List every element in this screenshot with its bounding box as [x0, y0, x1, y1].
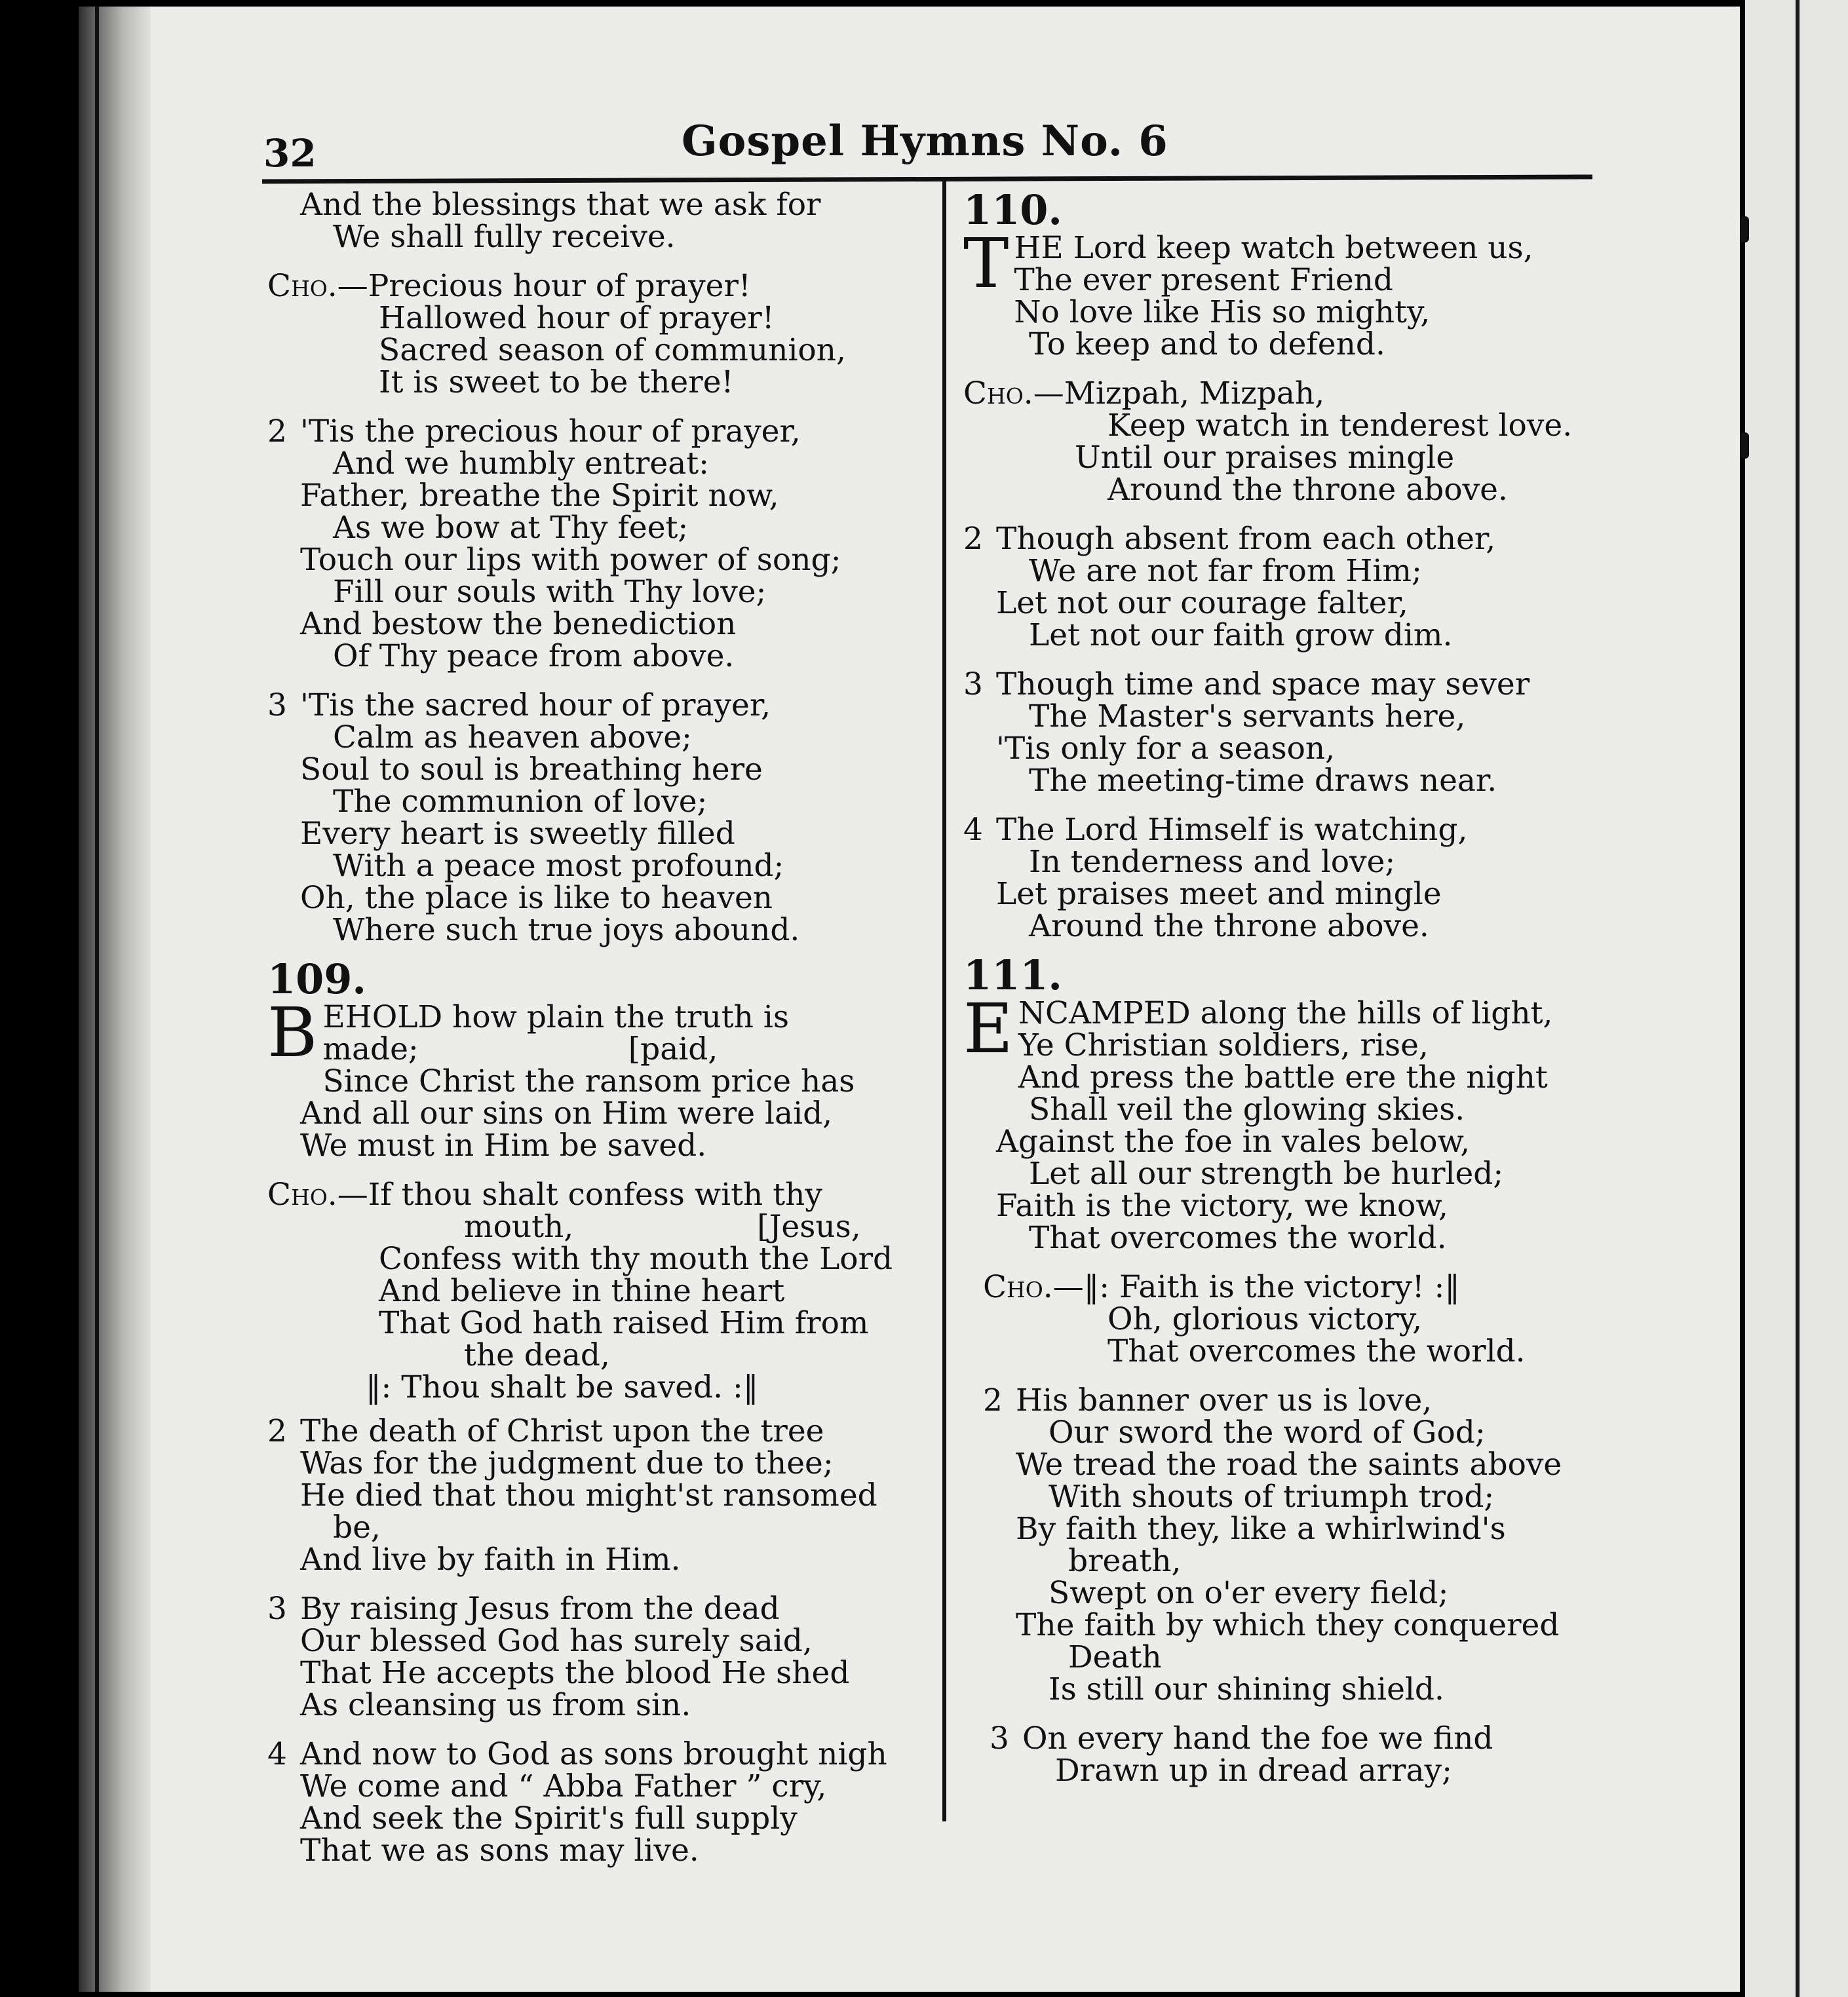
drop-cap: T — [963, 223, 1009, 303]
verse-number: 4 — [267, 1736, 287, 1772]
edge-mark — [1740, 216, 1749, 242]
verse-line: 'Tis the precious hour of prayer, — [300, 413, 801, 449]
verse-number: 2 — [983, 1382, 1003, 1418]
verse-line-part: [paid, — [628, 1031, 718, 1067]
verse-line: Faith is the victory, we know, — [996, 1188, 1448, 1224]
chorus-line: Oh, glorious victory, — [1107, 1301, 1423, 1337]
verse-line: And all our sins on Him were laid, — [300, 1095, 833, 1132]
chorus-label: Cho.— — [267, 268, 368, 304]
hymn-opening — [267, 993, 929, 1073]
verse-number: 2 — [267, 413, 287, 449]
page-edge-line — [1740, 0, 1745, 1997]
verse-line: Is still our shining shield. — [1049, 1671, 1444, 1707]
verse-line: Every heart is sweetly filled — [300, 816, 735, 852]
chorus-line: And believe in thine heart — [379, 1273, 785, 1309]
chorus-line-part: [Jesus, — [757, 1209, 861, 1245]
verse-line: 'Tis only for a season, — [996, 731, 1336, 767]
verse-line: Our sword the word of God; — [1049, 1415, 1486, 1451]
verse-line: Against the foe in vales below, — [996, 1124, 1471, 1160]
verse-line: The death of Christ upon the tree — [300, 1413, 824, 1449]
verse-line: The communion of love; — [333, 784, 708, 820]
verse-line: HE Lord keep watch between us, — [1014, 230, 1533, 266]
hymn-number: 111. — [963, 951, 1063, 999]
verse-number: 3 — [990, 1721, 1009, 1757]
chorus-line: Confess with thy mouth the Lord — [379, 1241, 893, 1277]
hymn-number: 110. — [963, 186, 1063, 234]
hymn-number: 109. — [267, 955, 367, 1003]
verse-line: The Lord Himself is watching, — [996, 812, 1468, 848]
page-number: 32 — [263, 131, 317, 176]
verse-line-part: made; — [322, 1031, 419, 1067]
chorus-line: Hallowed hour of prayer! — [379, 300, 775, 336]
chorus-line: Mizpah, Mizpah, — [1064, 375, 1325, 411]
chorus-line: Keep watch in tenderest love. — [1107, 408, 1573, 444]
verse-line: We come and “ Abba Father ” cry, — [300, 1768, 827, 1804]
verse-line: That He accepts the blood He shed — [300, 1655, 850, 1691]
verse-line: Since Christ the ransom price has — [322, 1063, 855, 1099]
verse-line: We must in Him be saved. — [300, 1128, 707, 1164]
verse-line: Our blessed God has surely said, — [300, 1623, 813, 1659]
verse-line: We shall fully receive. — [333, 219, 676, 255]
verse-line: be, — [333, 1510, 381, 1546]
verse-line: Where such true joys abound. — [333, 912, 800, 948]
chorus-label: Cho.— — [983, 1269, 1084, 1305]
verse-line: breath, — [1068, 1543, 1182, 1579]
spine-edge-line — [95, 7, 99, 1992]
verse-line: We are not far from Him; — [1029, 553, 1422, 589]
verse-number: 3 — [963, 666, 983, 702]
verse-line: The faith by which they conquered — [1016, 1607, 1560, 1643]
verse-line: We tread the road the saints above — [1016, 1447, 1562, 1483]
chorus-line: It is sweet to be there! — [379, 364, 734, 400]
column-divider — [942, 177, 946, 1821]
verse-line: And we humbly entreat: — [333, 446, 709, 482]
verse-line: And bestow the benediction — [300, 606, 737, 642]
verse-number: 2 — [267, 1413, 287, 1449]
verse-line: Swept on o'er every field; — [1049, 1575, 1449, 1611]
chorus-line — [267, 1211, 929, 1243]
verse-line: He died that thou might'st ransomed — [300, 1477, 877, 1513]
verse-line: Around the throne above. — [1029, 908, 1429, 944]
running-title: Gospel Hymns No. 6 — [682, 117, 1168, 166]
left-column — [267, 189, 929, 1867]
edge-mark — [1740, 432, 1749, 459]
verse-line: As we bow at Thy feet; — [333, 510, 689, 546]
chorus-line: ‖: Thou shalt be saved. :‖ — [366, 1369, 759, 1405]
chorus-line: That overcomes the world. — [1107, 1333, 1526, 1369]
verse-line: His banner over us is love, — [1016, 1382, 1433, 1418]
verse-line: And live by faith in Him. — [300, 1542, 681, 1578]
verse-number: 4 — [963, 812, 983, 848]
verse-line: Ye Christian soldiers, rise, — [1018, 1027, 1429, 1063]
next-page-edge-line — [1796, 0, 1800, 1997]
verse-line: 'Tis the sacred hour of prayer, — [300, 687, 771, 723]
hymn-opening — [963, 989, 1651, 1069]
chorus-line: If thou shalt confess with thy — [368, 1177, 822, 1213]
verse-line: And seek the Spirit's full supply — [300, 1800, 798, 1836]
drop-cap: E — [963, 989, 1013, 1069]
verse-line: The meeting-time draws near. — [1029, 763, 1497, 799]
chorus-line: the dead, — [464, 1337, 610, 1373]
verse-line: Let not our courage falter, — [996, 585, 1408, 621]
chorus-line: That God hath raised Him from — [379, 1305, 869, 1341]
verse-line: Drawn up in dread array; — [1055, 1753, 1452, 1789]
chorus-label: Cho.— — [267, 1177, 368, 1213]
verse-line: Though time and space may sever — [996, 666, 1530, 702]
chorus-line: Precious hour of prayer! — [368, 268, 751, 304]
verse-line: No love like His so mighty, — [1014, 294, 1431, 330]
right-column — [963, 186, 1651, 1789]
verse-line: And the blessings that we ask for — [300, 187, 821, 223]
chorus-line: Sacred season of communion, — [379, 332, 846, 368]
verse-line: Let praises meet and mingle — [996, 876, 1442, 912]
verse-line: The ever present Friend — [1014, 262, 1394, 298]
verse-line: Calm as heaven above; — [333, 719, 692, 755]
verse-line: EHOLD how plain the truth is — [322, 999, 790, 1035]
verse-line: Soul to soul is breathing here — [300, 751, 763, 788]
verse-line — [267, 1033, 929, 1065]
verse-line: And now to God as sons brought nigh — [300, 1736, 887, 1772]
chorus-line: ‖: Faith is the victory! :‖ — [1083, 1269, 1460, 1305]
verse-line: Of Thy peace from above. — [333, 638, 735, 674]
verse-line: NCAMPED along the hills of light, — [1018, 995, 1553, 1031]
verse-line: Let not our faith grow dim. — [1029, 617, 1453, 653]
verse-line: As cleansing us from sin. — [300, 1687, 691, 1723]
verse-line: On every hand the foe we find — [1022, 1721, 1493, 1757]
verse-line: Shall veil the glowing skies. — [1029, 1092, 1465, 1128]
verse-number: 3 — [267, 1591, 287, 1627]
hymn-opening — [963, 223, 1651, 303]
verse-line: Fill our souls with Thy love; — [333, 574, 767, 610]
verse-line: And press the battle ere the night — [1018, 1059, 1548, 1095]
verse-line: With a peace most profound; — [333, 848, 784, 884]
verse-line: Let all our strength be hurled; — [1029, 1156, 1504, 1192]
book-spine-shadow — [79, 7, 151, 1992]
verse-line: In tenderness and love; — [1029, 844, 1396, 880]
verse-line: By raising Jesus from the dead — [300, 1591, 780, 1627]
drop-cap: B — [267, 993, 318, 1073]
verse-line: With shouts of triumph trod; — [1049, 1479, 1495, 1515]
verse-line: The Master's servants here, — [1029, 698, 1466, 734]
chorus-line: Until our praises mingle — [1075, 440, 1455, 476]
chorus-label: Cho.— — [963, 375, 1064, 411]
verse-line: That we as sons may live. — [300, 1833, 699, 1869]
verse-number: 3 — [267, 687, 287, 723]
verse-line: Father, breathe the Spirit now, — [300, 478, 779, 514]
verse-number: 2 — [963, 521, 983, 557]
verse-line: Though absent from each other, — [996, 521, 1496, 557]
verse-line: Oh, the place is like to heaven — [300, 880, 773, 916]
chorus-line-part: mouth, — [464, 1209, 574, 1245]
verse-line: Death — [1068, 1639, 1162, 1675]
verse-line: By faith they, like a whirlwind's — [1016, 1511, 1506, 1547]
chorus-line: Around the throne above. — [1107, 472, 1508, 508]
verse-line: To keep and to defend. — [1029, 326, 1385, 362]
verse-line: That overcomes the world. — [1029, 1220, 1447, 1256]
verse-line: Touch our lips with power of song; — [300, 542, 841, 578]
verse-line: Was for the judgment due to thee; — [300, 1445, 834, 1481]
